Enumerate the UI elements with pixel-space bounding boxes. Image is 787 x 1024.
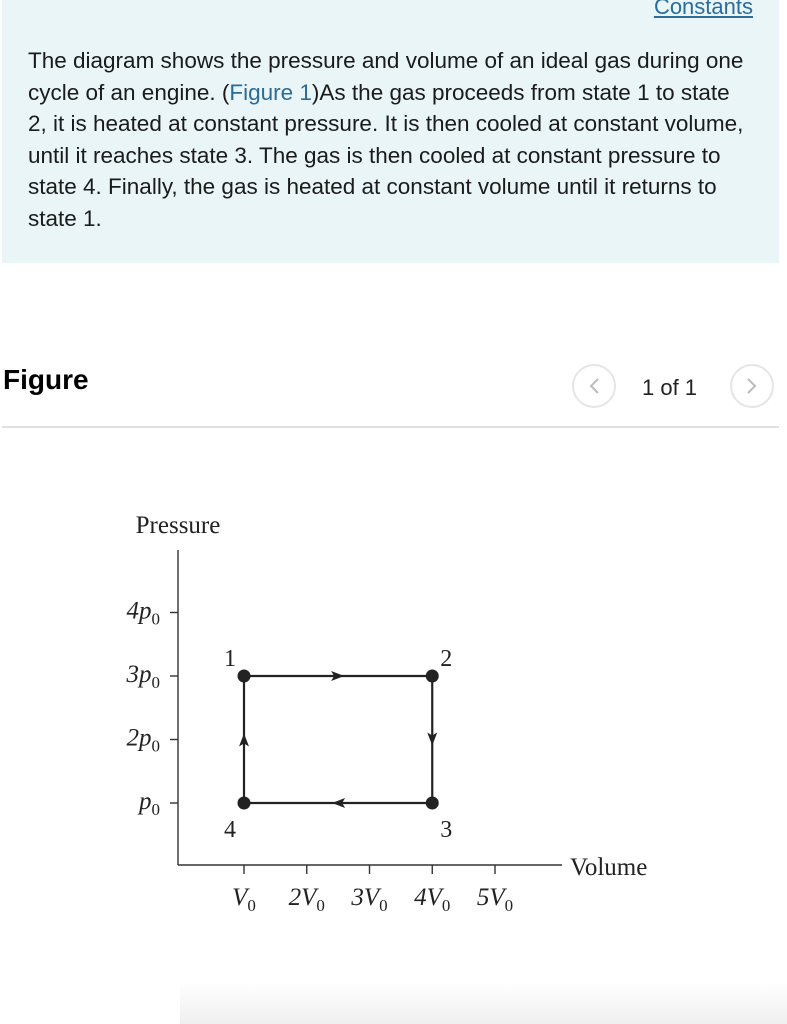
problem-text-start: The diagram shows the pressure and volume of an ideal gas during one cycle of an engine. ( [28,48,744,105]
x-tick-label: $V_0$ [232,884,256,915]
next-figure-button[interactable] [730,364,774,408]
y-tick-label: $p_0$ [139,788,160,819]
chevron-right-icon [745,376,759,396]
y-axis-label: Pressure [135,512,221,539]
state-label: 3 [440,817,453,843]
state-label: 2 [440,646,453,672]
state-point [238,797,251,810]
constants-link[interactable]: Constants [653,0,753,19]
x-tick-label: $4V_0$ [414,884,451,915]
x-tick-label: $3V_0$ [351,884,388,915]
previous-figure-button[interactable] [572,364,616,408]
y-tick-label: $2p_0$ [126,724,160,756]
x-tick-label: $5V_0$ [476,884,514,915]
state-point [238,670,251,683]
problem-intro-panel [2,0,779,263]
state-label: 1 [224,646,236,672]
figure-heading: Figure [3,364,89,395]
problem-statement [28,45,748,234]
x-tick-label: $2V_0$ [288,884,325,915]
page-counter: 1 of 1 [642,375,698,400]
state-point [426,797,439,810]
figure-pager [572,364,778,412]
problem-text-end: )As the gas proceeds from state 1 to state 2, it is heated at constant pressure. It is then cooled at constant volume, until it reaches state 3. The gas is then cooled at constant pressure to state 4. Finally, the gas is heated at constant volume until it returns to state 1. [28,79,744,231]
pv-cycle-diagram [0,430,787,950]
bottom-fade [180,982,787,1024]
figure-1-link[interactable]: Figure 1 [229,79,312,105]
x-axis-label: Volume [570,854,648,881]
chevron-left-icon [587,376,601,396]
state-point [426,670,439,683]
figure-divider [2,426,779,428]
y-tick-label: $3p_0$ [126,661,160,692]
y-tick-label: $4p_0$ [126,597,160,629]
state-label: 4 [224,817,236,843]
